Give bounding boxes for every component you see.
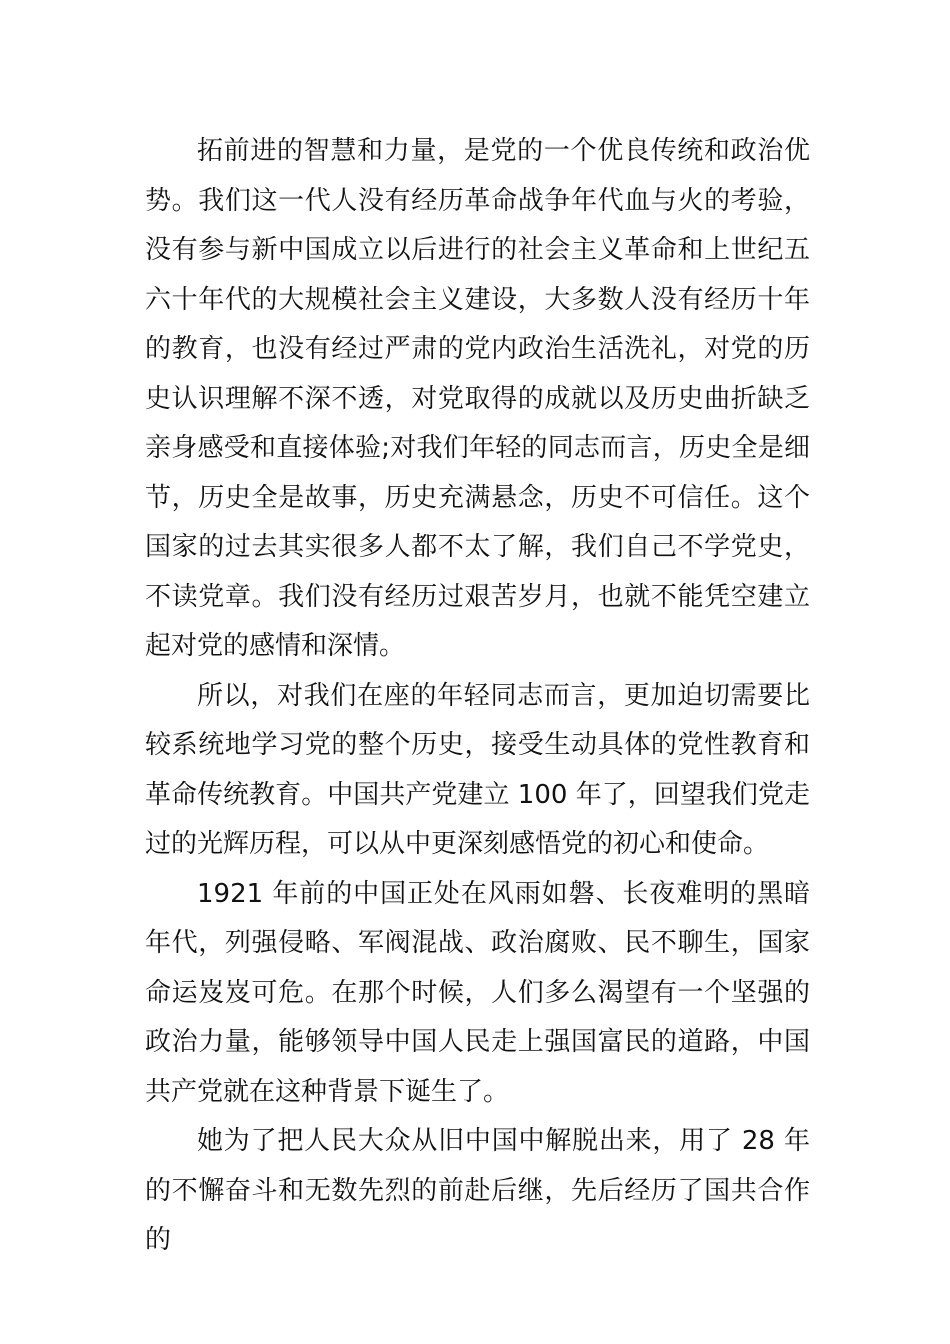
- document-page: [145, 127, 810, 1266]
- paragraph-1: 拓前进的智慧和力量，是党的一个优良传统和政治优势。我们这一代人没有经历革命战争年代血与火的考验，没有参与新中国成立以后进行的社会主义革命和上世纪五六十年代的大规模社会主义建设，大多数人没有经历十年的教育，也没有经过严肃的党内政治生活洗礼，对党的历史认识理解不深不透，对党取得的成就以及历史曲折缺乏亲身感受和直接体验;对我们年轻的同志而言，历史全是细节，历史全是故事，历史充满悬念，历史不可信任。这个国家的过去其实很多人都不太了解，我们自己不学党史，不读党章。我们没有经历过艰苦岁月，也就不能凭空建立起对党的感情和深情。: [145, 136, 810, 661]
- paragraph-2: 所以，对我们在座的年轻同志而言，更加迫切需要比较系统地学习党的整个历史，接受生动具体的党性教育和革命传统教育。中国共产党建立 100 年了，回望我们党走过的光辉历程，可以从中更深刻感悟党的初心和使命。: [145, 680, 810, 859]
- paragraph-4: 她为了把人民大众从旧中国中解脱出来，用了 28 年的不懈奋斗和无数先烈的前赴后继，先后经历了国共合作的: [145, 1126, 810, 1255]
- paragraph-3: 1921 年前的中国正处在风雨如磐、长夜难明的黑暗年代，列强侵略、军阀混战、政治腐败、民不聊生，国家命运岌岌可危。在那个时候，人们多么渴望有一个坚强的政治力量，能够领导中国人民走上强国富民的道路，中国共产党就在这种背景下诞生了。: [145, 878, 810, 1107]
